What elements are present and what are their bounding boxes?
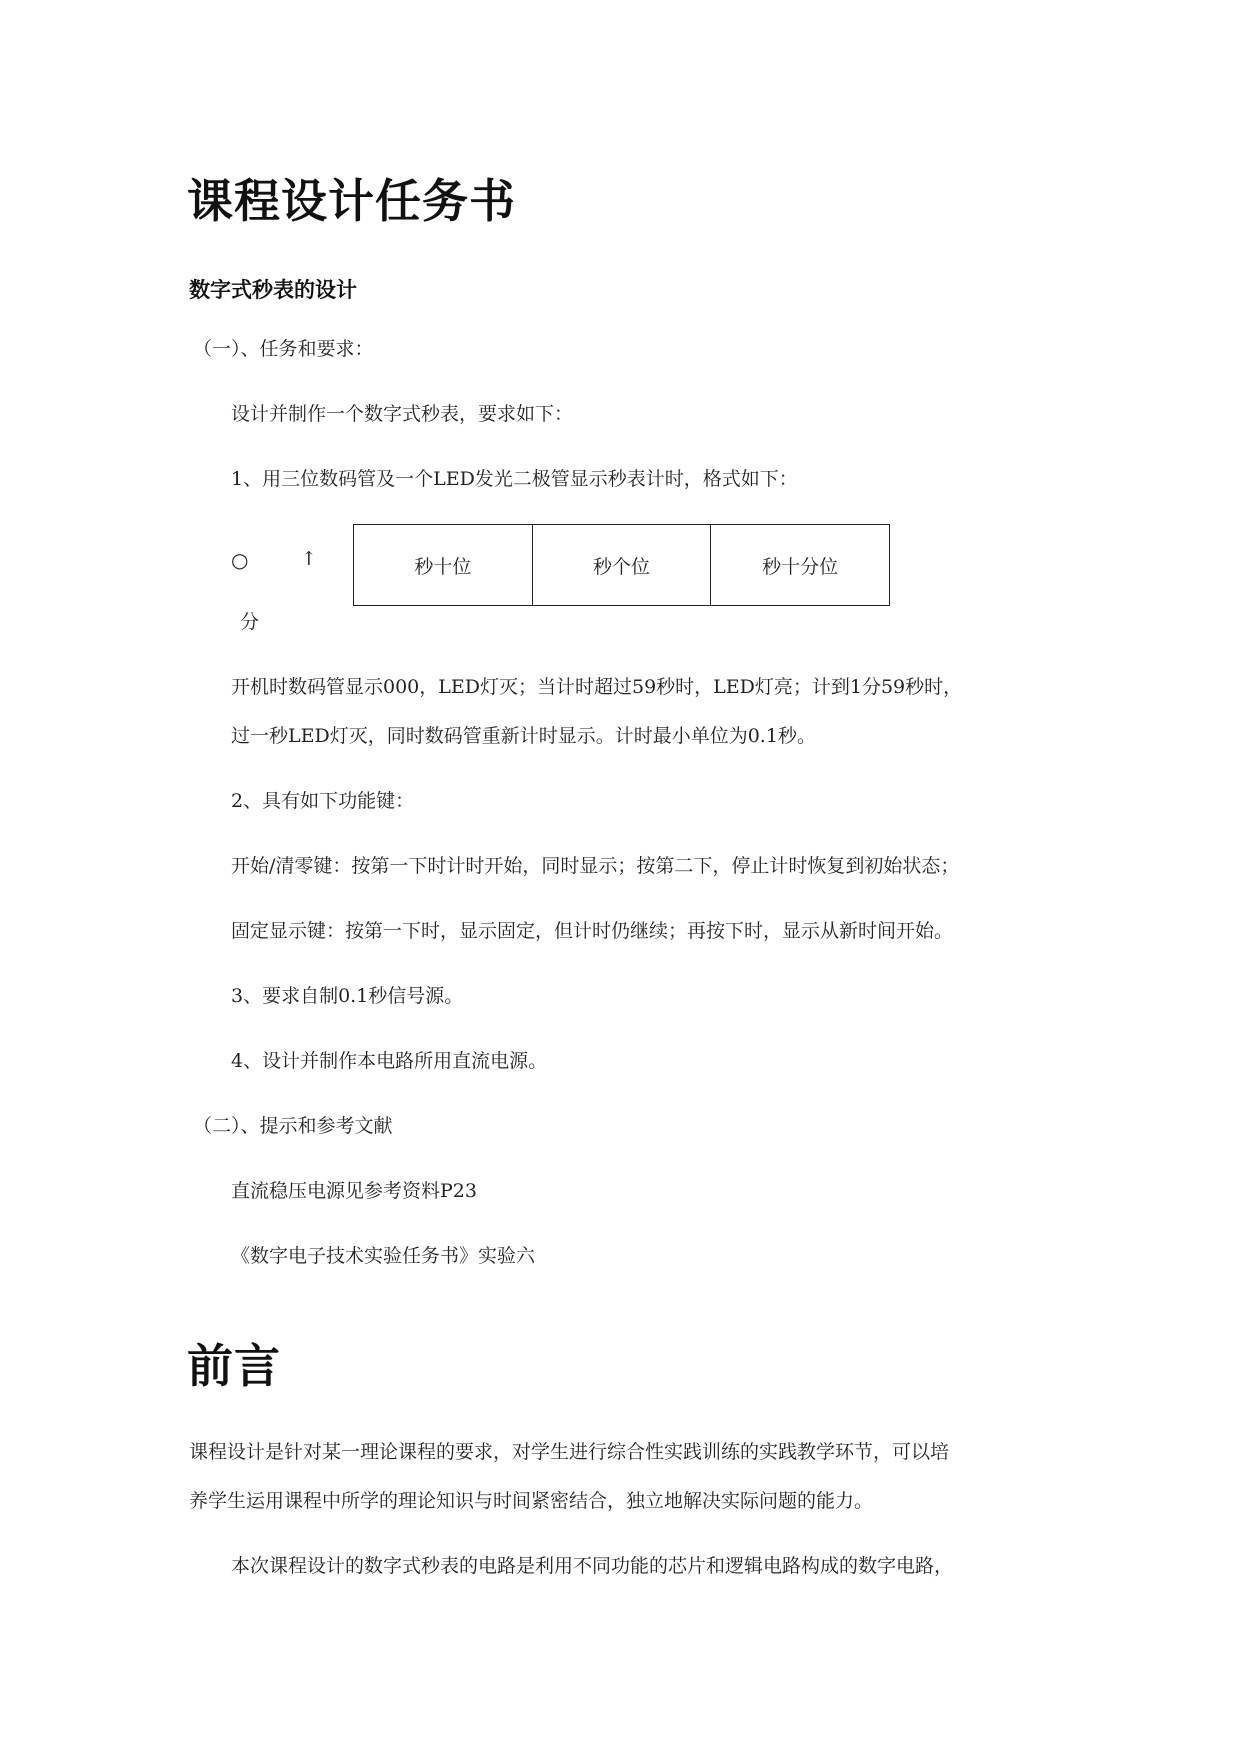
item3-text: 3、要求自制0.1秒信号源。 xyxy=(231,985,464,1007)
function-key-start-reset: 开始/清零键：按第一下时计时开始，同时显示；按第二下，停止计时恢复到初始状态； xyxy=(231,855,960,877)
led-indicator-icon: ○ xyxy=(231,548,249,572)
arrow-up-icon: ↑ xyxy=(301,548,317,570)
display-cell-tens-seconds: 秒十位 xyxy=(414,555,472,578)
section1-heading: （一）、任务和要求： xyxy=(193,338,374,360)
document-subtitle: 数字式秒表的设计 xyxy=(189,278,357,302)
display-cell-units-seconds: 秒个位 xyxy=(532,525,711,605)
document-title: 课程设计任务书 xyxy=(187,174,516,228)
preface-paragraph2-line1: 本次课程设计的数字式秒表的电路是利用不同功能的芯片和逻辑电路构成的数字电路， xyxy=(231,1555,954,1577)
section1-intro: 设计并制作一个数字式秒表，要求如下： xyxy=(231,403,574,425)
display-format-table xyxy=(353,524,890,606)
function-key-hold-display: 固定显示键：按第一下时，显示固定，但计时仍继续；再按下时，显示从新时间开始。 xyxy=(231,920,954,942)
paragraph1-line2: 过一秒LED灯灭，同时数码管重新计时显示。计时最小单位为0.1秒。 xyxy=(231,725,816,747)
item4-text: 4、设计并制作本电路所用直流电源。 xyxy=(231,1050,548,1072)
preface-paragraph1-line2: 养学生运用课程中所学的理论知识与时间紧密结合，独立地解决实际问题的能力。 xyxy=(189,1490,874,1512)
section2-heading: （二）、提示和参考文献 xyxy=(193,1115,393,1137)
item1-text: 1、用三位数码管及一个LED发光二极管显示秒表计时，格式如下： xyxy=(231,468,798,490)
display-cell-tenths-seconds: 秒十分位 xyxy=(710,525,889,605)
led-label: 分 xyxy=(240,611,260,633)
paragraph1-line1: 开机时数码管显示000，LED灯灭；当计时超过59秒时，LED灯亮；计到1分59秒时， xyxy=(231,676,963,698)
preface-paragraph1-line1: 课程设计是针对某一理论课程的要求，对学生进行综合性实践训练的实践教学环节，可以培 xyxy=(189,1441,950,1463)
preface-title: 前言 xyxy=(187,1339,281,1393)
item2-text: 2、具有如下功能键： xyxy=(231,790,415,812)
reference-1: 直流稳压电源见参考资料P23 xyxy=(231,1180,477,1202)
reference-2: 《数字电子技术实验任务书》实验六 xyxy=(231,1245,536,1267)
